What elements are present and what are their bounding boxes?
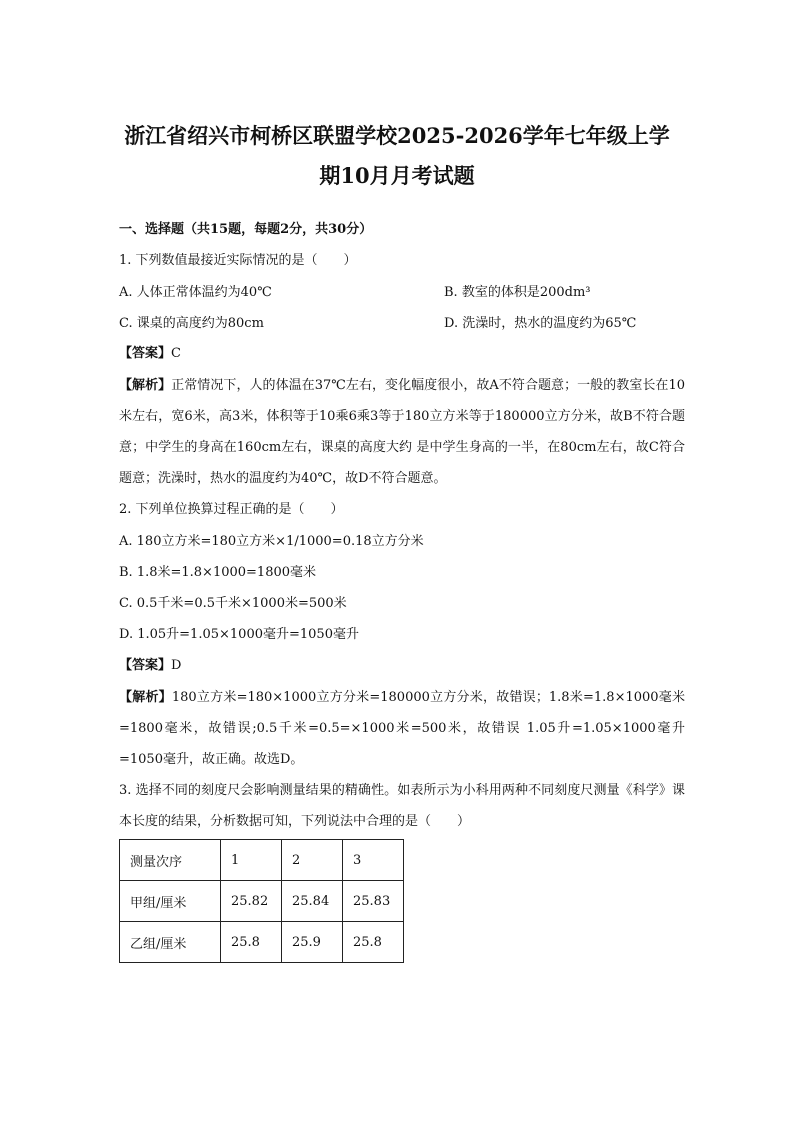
q2-answer-value: D: [171, 658, 182, 673]
table-cell: 甲组/厘米: [120, 881, 221, 922]
table-row: [120, 922, 404, 963]
table-cell: 乙组/厘米: [120, 922, 221, 963]
q2-option-b: B. 1.8米=1.8×1000=1800毫米: [119, 565, 317, 580]
q1-answer-value: C: [171, 346, 181, 361]
q1-option-d: D. 洗澡时，热水的温度约为65℃: [444, 316, 637, 331]
q1-option-a: A. 人体正常体温约为40℃: [119, 285, 272, 300]
q1-answer: [119, 346, 181, 362]
table-cell: 25.9: [282, 922, 343, 963]
table-cell: 25.83: [343, 881, 404, 922]
table-header-cell: 1: [221, 840, 282, 881]
q2-answer: [119, 658, 181, 674]
table-cell: 25.84: [282, 881, 343, 922]
q1-option-c: C. 课桌的高度约为80cm: [119, 316, 264, 331]
q2-analysis-label: 【解析】: [119, 690, 172, 705]
table-row: [120, 881, 404, 922]
q1-analysis-label: 【解析】: [119, 378, 172, 393]
table-header-cell: 3: [343, 840, 404, 881]
q1-answer-label: 【答案】: [119, 346, 172, 361]
q2-analysis-text: 180立方米=180×1000立方分米=180000立方分米，故错误；1.8米=1.8×1000毫米=1800毫米，故错误;0.5千米=0.5=×1000米=500米，故错误 1.05升=1.05×1000毫升=1050毫升，故正确。故选D。: [119, 690, 685, 767]
q1-analysis: [119, 370, 685, 494]
q2-option-d: D. 1.05升=1.05×1000毫升=1050毫升: [119, 627, 359, 642]
table-cell: 25.82: [221, 881, 282, 922]
q2-option-c: C. 0.5千米=0.5千米×1000米=500米: [119, 596, 347, 611]
table-header-cell: 2: [282, 840, 343, 881]
q3-stem: 3. 选择不同的刻度尺会影响测量结果的精确性。如表所示为小科用两种不同刻度尺测量《科学》课本长度的结果，分析数据可知，下列说法中合理的是（ ）: [119, 783, 685, 829]
section-heading: 一、选择题（共15题，每题2分，共30分）: [119, 222, 373, 237]
q1-option-b: B. 教室的体积是200dm³: [444, 285, 591, 300]
measurement-table: [119, 839, 404, 963]
q1-analysis-text: 正常情况下，人的体温在37℃左右，变化幅度很小，故A不符合题意；一般的教室长在10米左右，宽6米，高3米，体积等于10乘6乘3等于180立方米等于180000立方分米，故B不符合题意；中学生的身高在160cm左右，课桌的高度大约 是中学生身高的一半，在80cm左右，故C符合题意；洗澡时，热水的温度约为40℃，故D不符合题意。: [119, 378, 685, 486]
table-cell: 25.8: [221, 922, 282, 963]
q2-analysis: [119, 682, 685, 775]
q2-option-a: A. 180立方米=180立方米×1/1000=0.18立方分米: [119, 534, 424, 549]
table-header-row: [120, 840, 404, 881]
table-cell: 25.8: [343, 922, 404, 963]
table-header-cell: 测量次序: [120, 840, 221, 881]
q2-answer-label: 【答案】: [119, 658, 172, 673]
q2-stem: 2. 下列单位换算过程正确的是（ ）: [119, 502, 344, 517]
document-title-line-1: 浙江省绍兴市柯桥区联盟学校2025-2026学年七年级上学: [124, 123, 670, 148]
q1-stem: 1. 下列数值最接近实际情况的是（ ）: [119, 253, 357, 268]
document-title-line-2: 期10月月考试题: [319, 163, 475, 188]
